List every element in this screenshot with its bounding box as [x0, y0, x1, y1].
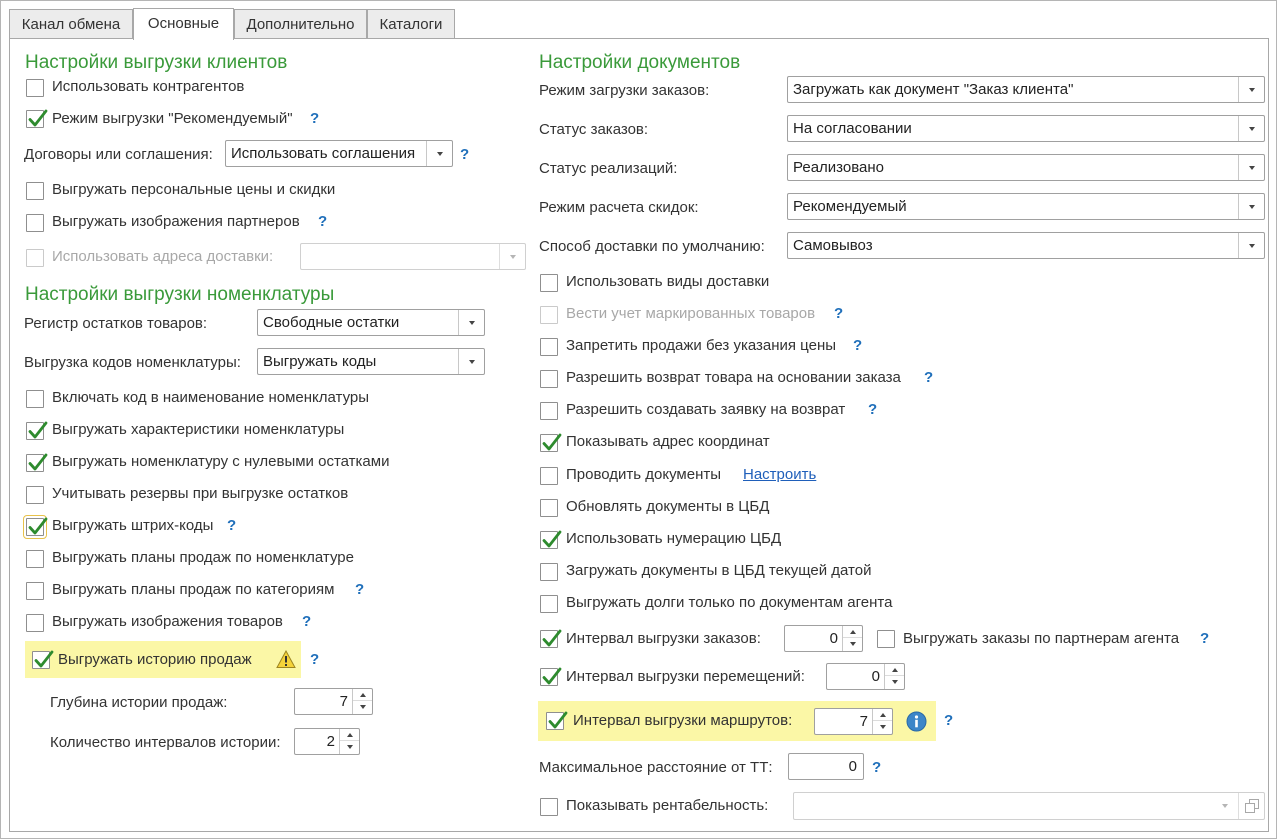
moves-interval-down-icon[interactable]: [885, 676, 904, 688]
plans-categories-label: Выгружать планы продаж по категориям: [52, 581, 335, 598]
profitability-open-icon[interactable]: [1238, 793, 1264, 819]
tab-additional[interactable]: Дополнительно: [234, 9, 367, 39]
update-docs-label: Обновлять документы в ЦБД: [566, 498, 770, 515]
profitability-select[interactable]: [793, 792, 1265, 820]
partner-images-help-icon[interactable]: ?: [318, 213, 328, 230]
configure-link[interactable]: Настроить: [743, 466, 817, 483]
partner-images-checkbox[interactable]: [26, 214, 44, 232]
include-code-checkbox[interactable]: [26, 390, 44, 408]
history-depth-label: Глубина истории продаж:: [50, 694, 228, 711]
contracts-help-icon[interactable]: ?: [460, 146, 470, 163]
recommended-mode-label: Режим выгрузки "Рекомендуемый": [52, 110, 293, 127]
plans-categories-help-icon[interactable]: ?: [355, 581, 365, 598]
plans-nomenclature-checkbox[interactable]: [26, 550, 44, 568]
load-current-date-label: Загружать документы в ЦБД текущей датой: [566, 562, 872, 579]
profitability-dropdown-icon[interactable]: [1212, 793, 1238, 818]
order-status-value: На согласовании: [793, 120, 912, 137]
personal-prices-checkbox[interactable]: [26, 182, 44, 200]
delivery-addresses-dropdown-icon[interactable]: [499, 244, 525, 269]
product-images-checkbox[interactable]: [26, 614, 44, 632]
history-intervals-spinner: [339, 729, 359, 754]
delivery-types-checkbox[interactable]: [540, 274, 558, 292]
nomenclature-heading: Настройки выгрузки номенклатуры: [25, 284, 335, 305]
tab-main[interactable]: Основные: [133, 8, 234, 40]
cbd-numbering-label: Использовать нумерацию ЦБД: [566, 530, 782, 547]
discount-mode-select[interactable]: [787, 193, 1265, 220]
load-current-date-checkbox[interactable]: [540, 563, 558, 581]
barcodes-checkbox[interactable]: [26, 518, 44, 536]
checkmark-icon: [27, 420, 49, 442]
sales-status-dropdown-icon[interactable]: [1238, 155, 1264, 180]
checkmark-icon: [541, 529, 563, 551]
history-intervals-down-icon[interactable]: [340, 741, 359, 753]
barcodes-help-icon[interactable]: ?: [227, 517, 237, 534]
contracts-label: Договоры или соглашения:: [24, 146, 213, 163]
characteristics-checkbox[interactable]: [26, 422, 44, 440]
order-status-select[interactable]: [787, 115, 1265, 142]
stock-register-select[interactable]: [257, 309, 485, 336]
max-distance-label: Максимальное расстояние от ТТ:: [539, 759, 773, 776]
moves-interval-spinner: [884, 664, 904, 689]
history-intervals-label: Количество интервалов истории:: [50, 734, 281, 751]
info-icon[interactable]: [906, 711, 927, 732]
order-load-mode-select[interactable]: [787, 76, 1265, 103]
orders-interval-up-icon[interactable]: [843, 626, 862, 638]
routes-interval-spinner: [872, 709, 892, 734]
product-images-label: Выгружать изображения товаров: [52, 613, 283, 630]
checkmark-icon: [27, 516, 49, 538]
post-docs-label: Проводить документы: [566, 466, 722, 483]
routes-interval-stepper[interactable]: [814, 708, 893, 735]
recommended-mode-help-icon[interactable]: ?: [310, 110, 320, 127]
moves-interval-stepper[interactable]: [826, 663, 905, 690]
moves-interval-label: Интервал выгрузки перемещений:: [566, 668, 805, 685]
history-depth-stepper[interactable]: [294, 688, 373, 715]
orders-interval-spinner: [842, 626, 862, 651]
clients-heading: Настройки выгрузки клиентов: [25, 52, 288, 73]
checkmark-icon: [541, 628, 563, 650]
delivery-addresses-select[interactable]: [300, 243, 526, 270]
orders-interval-label: Интервал выгрузки заказов:: [566, 630, 761, 647]
order-load-mode-value: Загружать как документ "Заказ клиента": [793, 81, 1074, 98]
sales-status-select[interactable]: [787, 154, 1265, 181]
return-request-label: Разрешить создавать заявку на возврат: [566, 401, 846, 418]
post-docs-checkbox[interactable]: [540, 467, 558, 485]
characteristics-label: Выгружать характеристики номенклатуры: [52, 421, 345, 438]
use-contractors-label: Использовать контрагентов: [52, 78, 245, 95]
barcodes-label: Выгружать штрих-коды: [52, 517, 214, 534]
return-by-order-checkbox[interactable]: [540, 370, 558, 388]
orders-by-partners-checkbox[interactable]: [877, 630, 895, 648]
codes-export-dropdown-icon[interactable]: [458, 349, 484, 374]
max-distance-value: 0: [848, 758, 857, 775]
codes-export-value: Выгружать коды: [263, 353, 377, 370]
history-intervals-value: 2: [326, 733, 335, 750]
history-intervals-stepper[interactable]: [294, 728, 360, 755]
zero-stock-checkbox[interactable]: [26, 454, 44, 472]
orders-interval-checkbox[interactable]: [540, 630, 558, 648]
update-docs-checkbox[interactable]: [540, 499, 558, 517]
routes-interval-help-icon[interactable]: ?: [944, 712, 954, 729]
stock-register-label: Регистр остатков товаров:: [24, 315, 208, 332]
orders-interval-down-icon[interactable]: [843, 638, 862, 650]
no-price-sales-help-icon[interactable]: ?: [853, 337, 863, 354]
agent-debts-checkbox[interactable]: [540, 595, 558, 613]
moves-interval-up-icon[interactable]: [885, 664, 904, 676]
moves-interval-value: 0: [871, 668, 880, 685]
order-load-mode-label: Режим загрузки заказов:: [539, 82, 710, 99]
reserves-label: Учитывать резервы при выгрузке остатков: [52, 485, 349, 502]
checkmark-icon: [27, 108, 49, 130]
orders-interval-stepper[interactable]: [784, 625, 863, 652]
orders-by-partners-help-icon[interactable]: ?: [1200, 630, 1210, 647]
moves-interval-checkbox[interactable]: [540, 668, 558, 686]
history-depth-spinner: [352, 689, 372, 714]
profitability-checkbox[interactable]: [540, 798, 558, 816]
marked-goods-help-icon[interactable]: ?: [834, 305, 844, 322]
tab-exchange-channel[interactable]: Канал обмена: [9, 9, 133, 39]
sales-status-value: Реализовано: [793, 159, 884, 176]
zero-stock-label: Выгружать номенклатуру с нулевыми остатками: [52, 453, 390, 470]
discount-mode-label: Режим расчета скидок:: [539, 199, 699, 216]
history-depth-down-icon[interactable]: [353, 701, 372, 713]
documents-heading: Настройки документов: [539, 52, 741, 73]
show-coords-checkbox[interactable]: [540, 434, 558, 452]
routes-interval-label: Интервал выгрузки маршрутов:: [573, 712, 793, 729]
order-load-mode-dropdown-icon[interactable]: [1238, 77, 1264, 102]
return-by-order-label: Разрешить возврат товара на основании заказа: [566, 369, 901, 386]
plans-nomenclature-label: Выгружать планы продаж по номенклатуре: [52, 549, 354, 566]
delivery-method-label: Способ доставки по умолчанию:: [539, 238, 765, 255]
show-coords-label: Показывать адрес координат: [566, 433, 770, 450]
recommended-mode-checkbox[interactable]: [26, 110, 44, 128]
codes-export-label: Выгрузка кодов номенклатуры:: [24, 354, 241, 371]
main-tab-panel: [9, 38, 1269, 832]
routes-interval-value: 7: [859, 713, 868, 730]
tab-catalogs[interactable]: Каталоги: [367, 9, 455, 39]
sales-history-checkbox[interactable]: [32, 651, 50, 669]
agent-debts-label: Выгружать долги только по документам агента: [566, 594, 893, 611]
order-status-dropdown-icon[interactable]: [1238, 116, 1264, 141]
max-distance-field[interactable]: [788, 753, 864, 780]
checkmark-icon: [27, 452, 49, 474]
profitability-label: Показывать рентабельность:: [566, 797, 769, 814]
partner-images-label: Выгружать изображения партнеров: [52, 213, 300, 230]
marked-goods-checkbox[interactable]: [540, 306, 558, 324]
return-by-order-help-icon[interactable]: ?: [924, 369, 934, 386]
discount-mode-dropdown-icon[interactable]: [1238, 194, 1264, 219]
routes-interval-checkbox[interactable]: [546, 712, 564, 730]
orders-by-partners-label: Выгружать заказы по партнерам агента: [903, 630, 1180, 647]
order-status-label: Статус заказов:: [539, 121, 649, 138]
delivery-method-select[interactable]: [787, 232, 1265, 259]
contracts-select[interactable]: [225, 140, 453, 167]
max-distance-help-icon[interactable]: ?: [872, 759, 882, 776]
include-code-label: Включать код в наименование номенклатуры: [52, 389, 370, 406]
stock-register-dropdown-icon[interactable]: [458, 310, 484, 335]
delivery-addresses-label: Использовать адреса доставки:: [52, 248, 274, 265]
no-price-sales-label: Запретить продажи без указания цены: [566, 337, 837, 354]
delivery-method-value: Самовывоз: [793, 237, 873, 254]
routes-interval-up-icon[interactable]: [873, 709, 892, 721]
delivery-addresses-checkbox[interactable]: [26, 249, 44, 267]
checkmark-icon: [541, 432, 563, 454]
discount-mode-value: Рекомендуемый: [793, 198, 907, 215]
checkmark-icon: [33, 649, 55, 671]
reserves-checkbox[interactable]: [26, 486, 44, 504]
delivery-method-dropdown-icon[interactable]: [1238, 233, 1264, 258]
plans-categories-checkbox[interactable]: [26, 582, 44, 600]
no-price-sales-checkbox[interactable]: [540, 338, 558, 356]
use-contractors-checkbox[interactable]: [26, 79, 44, 97]
stock-register-value: Свободные остатки: [263, 314, 400, 331]
contracts-dropdown-icon[interactable]: [426, 141, 452, 166]
history-depth-value: 7: [339, 693, 348, 710]
sales-history-help-icon[interactable]: ?: [310, 651, 320, 668]
product-images-help-icon[interactable]: ?: [302, 613, 312, 630]
return-request-help-icon[interactable]: ?: [868, 401, 878, 418]
history-intervals-up-icon[interactable]: [340, 729, 359, 741]
sales-history-label: Выгружать историю продаж: [58, 651, 252, 668]
marked-goods-label: Вести учет маркированных товаров: [566, 305, 816, 322]
orders-interval-value: 0: [829, 630, 838, 647]
return-request-checkbox[interactable]: [540, 402, 558, 420]
cbd-numbering-checkbox[interactable]: [540, 531, 558, 549]
contracts-value: Использовать соглашения: [231, 145, 416, 162]
routes-interval-down-icon[interactable]: [873, 721, 892, 733]
history-depth-up-icon[interactable]: [353, 689, 372, 701]
delivery-types-label: Использовать виды доставки: [566, 273, 770, 290]
codes-export-select[interactable]: [257, 348, 485, 375]
warning-icon[interactable]: [276, 650, 296, 669]
sales-status-label: Статус реализаций:: [539, 160, 678, 177]
checkmark-icon: [547, 710, 569, 732]
checkmark-icon: [541, 666, 563, 688]
personal-prices-label: Выгружать персональные цены и скидки: [52, 181, 336, 198]
